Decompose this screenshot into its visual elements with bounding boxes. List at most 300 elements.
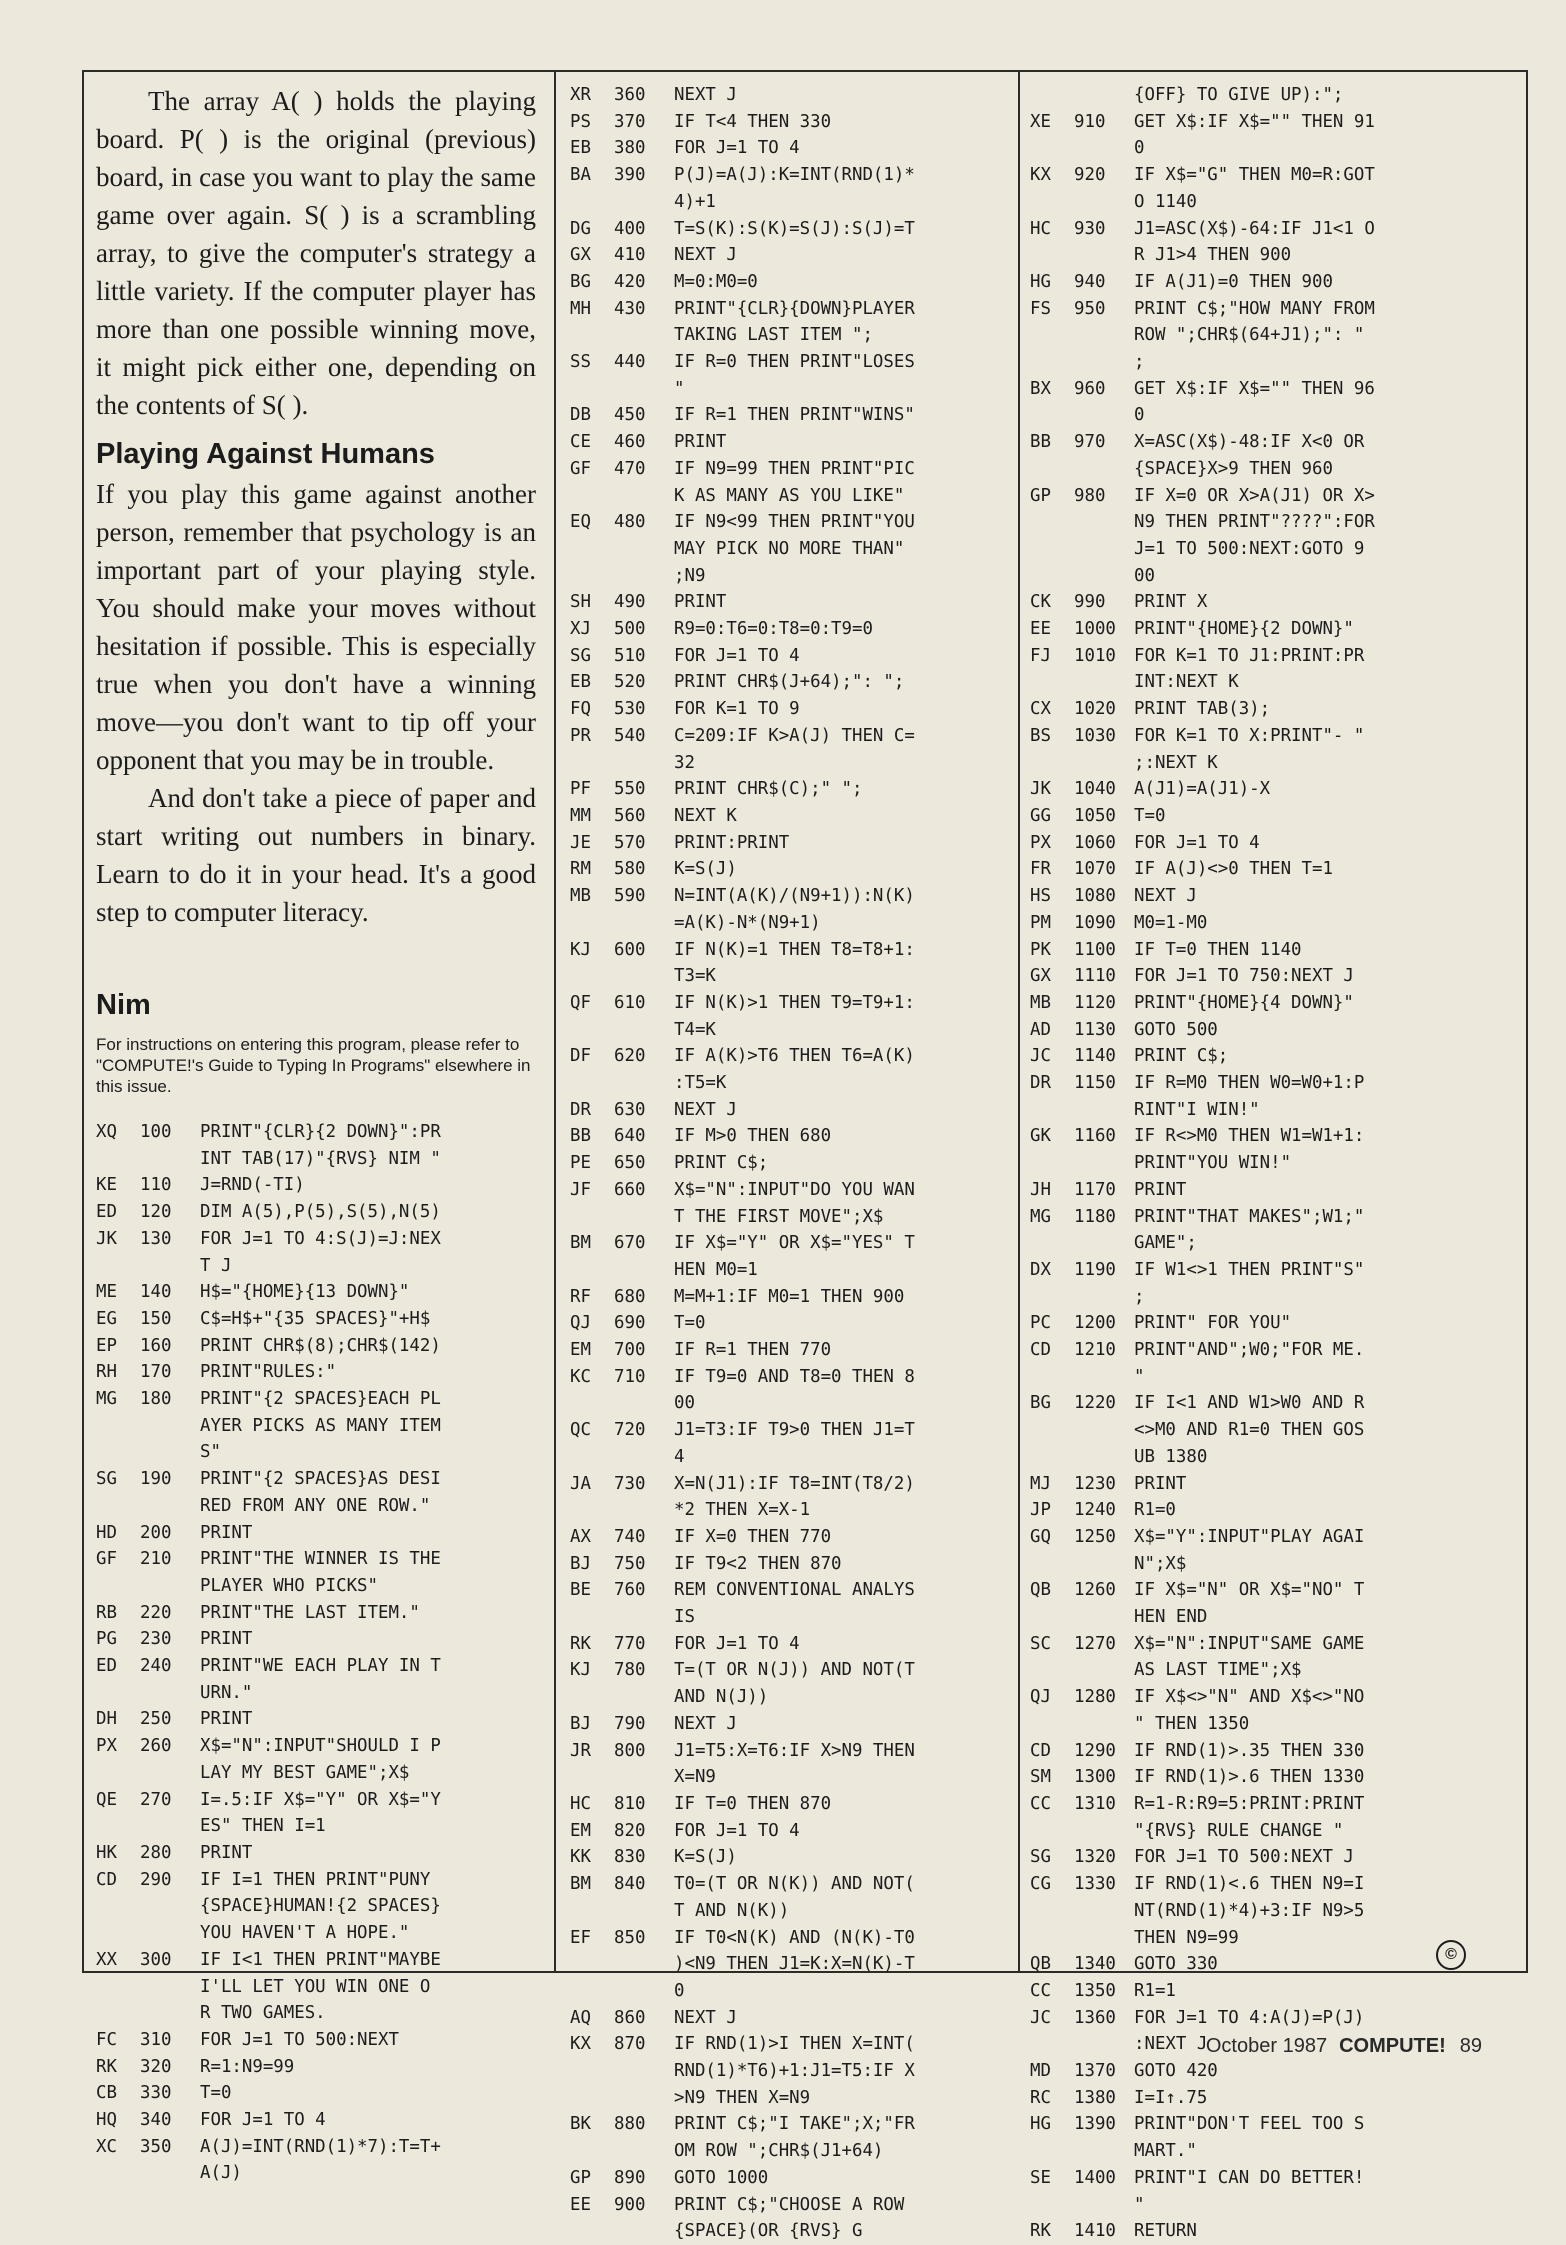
checksum: FQ	[570, 699, 591, 720]
checksum: KJ	[570, 1660, 591, 1681]
code-text: PRINT"WE EACH PLAY IN T	[200, 1656, 441, 1677]
code-text: URN."	[200, 1682, 253, 1703]
code-line	[570, 1417, 1010, 1444]
line-number: 130	[140, 1228, 172, 1249]
code-line	[570, 1177, 1010, 1204]
code-line	[1030, 1257, 1500, 1284]
line-number: 920	[1074, 165, 1106, 186]
code-text: PRINT X	[1134, 592, 1208, 613]
checksum: BM	[570, 1874, 591, 1895]
line-number: 520	[614, 672, 646, 693]
line-number: 260	[140, 1736, 172, 1757]
code-line-continuation	[96, 1493, 536, 1520]
code-text: 00	[674, 1393, 695, 1414]
line-number: 1270	[1074, 1633, 1116, 1654]
code-text: NEXT J	[674, 1713, 737, 1734]
code-text: GOTO 420	[1134, 2061, 1218, 2082]
code-text: IF RND(1)>.6 THEN 1330	[1134, 1767, 1365, 1788]
code-line	[570, 1818, 1010, 1845]
code-line-continuation	[1030, 1551, 1500, 1578]
line-number: 1230	[1074, 1473, 1116, 1494]
code-line	[570, 1284, 1010, 1311]
checksum: EE	[570, 2194, 591, 2215]
line-number: 330	[140, 2083, 172, 2104]
code-line-continuation	[96, 1893, 536, 1920]
code-line-continuation	[96, 1680, 536, 1707]
code-line-continuation	[1030, 1417, 1500, 1444]
line-number: 540	[614, 725, 646, 746]
line-number: 850	[614, 1927, 646, 1948]
line-number: 810	[614, 1794, 646, 1814]
line-number: 1060	[1074, 832, 1116, 853]
line-number: 1310	[1074, 1794, 1116, 1814]
code-text: PRINT CHR$(8);CHR$(142)	[200, 1335, 441, 1356]
code-text: PRINT"THE LAST ITEM."	[200, 1602, 420, 1623]
code-text: PRINT	[674, 432, 727, 453]
checksum: AQ	[570, 2007, 591, 2028]
checksum: KC	[570, 1366, 591, 1387]
code-line	[96, 1653, 536, 1680]
code-line	[1030, 696, 1500, 723]
code-line	[1030, 1497, 1500, 1524]
code-line	[1030, 1204, 1500, 1231]
checksum: JK	[1030, 779, 1051, 800]
code-line-continuation	[570, 1204, 1010, 1231]
code-text: AND N(J))	[674, 1687, 769, 1708]
code-text: C$=H$+"{35 SPACES}"+H$	[200, 1308, 431, 1329]
code-line-continuation	[1030, 669, 1500, 696]
code-line	[570, 616, 1010, 643]
line-number: 1280	[1074, 1687, 1116, 1708]
code-line	[96, 1600, 536, 1627]
code-text: PRINT	[200, 1842, 253, 1863]
code-line	[570, 2165, 1010, 2192]
code-line-continuation	[570, 1017, 1010, 1044]
code-line	[570, 1043, 1010, 1070]
code-text: FOR J=1 TO 750:NEXT J	[1134, 966, 1354, 987]
checksum: SE	[1030, 2167, 1051, 2188]
code-line	[570, 937, 1010, 964]
code-line-continuation	[96, 1920, 536, 1947]
code-line-continuation	[1030, 750, 1500, 777]
code-text: MAY PICK NO MORE THAN"	[674, 538, 905, 559]
code-line	[1030, 963, 1500, 990]
code-text: PRINT"{HOME}{2 DOWN}"	[1134, 619, 1354, 640]
line-number: 910	[1074, 111, 1106, 132]
code-text: IF W1<>1 THEN PRINT"S"	[1134, 1259, 1365, 1280]
code-line	[1030, 990, 1500, 1017]
line-number: 480	[614, 512, 646, 533]
checksum: HG	[1030, 271, 1051, 292]
line-number: 360	[614, 85, 646, 105]
code-text: C=209:IF K>A(J) THEN C=	[674, 725, 915, 746]
code-line	[1030, 1070, 1500, 1097]
checksum: MD	[1030, 2061, 1051, 2082]
checksum: BB	[1030, 432, 1051, 453]
checksum: SH	[570, 592, 591, 613]
code-text: *2 THEN X=X-1	[674, 1500, 811, 1521]
code-line-continuation	[1030, 402, 1500, 429]
line-number: 940	[1074, 271, 1106, 292]
code-text: GOTO 330	[1134, 1954, 1218, 1975]
line-number: 510	[614, 645, 646, 666]
code-line	[1030, 1471, 1500, 1498]
code-line	[570, 1337, 1010, 1364]
program-title: Nim	[96, 989, 151, 1021]
code-text: 32	[674, 752, 695, 773]
code-line	[96, 2080, 536, 2107]
checksum: AX	[570, 1526, 591, 1547]
code-text: FOR J=1 TO 500:NEXT J	[1134, 1847, 1354, 1868]
checksum: PC	[1030, 1313, 1051, 1334]
code-text: PRINT C$;	[674, 1153, 769, 1174]
code-text: X$="N":INPUT"SAME GAME	[1134, 1633, 1365, 1654]
line-number: 760	[614, 1580, 646, 1601]
checksum: DG	[570, 218, 591, 239]
line-number: 470	[614, 458, 646, 479]
code-text: FOR J=1 TO 4	[674, 645, 800, 666]
line-number: 550	[614, 779, 646, 800]
code-text: {OFF} TO GIVE UP):";	[1134, 85, 1344, 105]
checksum: XX	[96, 1949, 117, 1970]
code-line-continuation	[570, 1070, 1010, 1097]
checksum: CG	[1030, 1874, 1051, 1895]
checksum: GP	[570, 2167, 591, 2188]
checksum: SG	[96, 1469, 117, 1490]
line-number: 640	[614, 1126, 646, 1147]
code-text: FOR J=1 TO 4	[674, 138, 800, 159]
code-text: FOR J=1 TO 4	[674, 1633, 800, 1654]
line-number: 980	[1074, 485, 1106, 506]
line-number: 1160	[1074, 1126, 1116, 1147]
checksum: BJ	[570, 1553, 591, 1574]
code-text: PRINT:PRINT	[674, 832, 790, 853]
code-text: PRINT"THAT MAKES";W1;"	[1134, 1206, 1365, 1227]
code-text: PRINT"I CAN DO BETTER!	[1134, 2167, 1365, 2188]
checksum: SG	[570, 645, 591, 666]
checksum: CK	[1030, 592, 1051, 613]
code-text: 0	[1134, 405, 1145, 426]
code-line	[96, 1199, 536, 1226]
code-text: IF X$="Y" OR X$="YES" T	[674, 1233, 915, 1254]
line-number: 100	[140, 1122, 172, 1142]
code-line-continuation	[1030, 1711, 1500, 1738]
code-text: K=S(J)	[674, 859, 737, 880]
checksum: KJ	[570, 939, 591, 960]
magazine-name: COMPUTE!	[1339, 2035, 1446, 2057]
line-number: 280	[140, 1842, 172, 1863]
paragraph: If you play this game against another person, remember that psychology is an important part of your playing style. You should make your moves without hesitation if possible. This is especially true when you don't have a winning move—you don't want to tip off your opponent that you may be in trouble.	[96, 479, 536, 775]
code-line	[96, 1706, 536, 1733]
code-line-continuation	[1030, 1230, 1500, 1257]
line-number: 560	[614, 805, 646, 826]
checksum: FS	[1030, 298, 1051, 319]
line-number: 620	[614, 1046, 646, 1067]
code-text: IF N9<99 THEN PRINT"YOU	[674, 512, 915, 533]
column-divider	[554, 70, 556, 1973]
line-number: 1300	[1074, 1767, 1116, 1788]
code-text: FOR J=1 TO 4:S(J)=J:NEX	[200, 1228, 441, 1249]
column-divider	[1018, 70, 1020, 1973]
checksum: BG	[570, 271, 591, 292]
code-line-continuation	[96, 2000, 536, 2027]
checksum: RK	[570, 1633, 591, 1654]
code-text: FOR K=1 TO 9	[674, 699, 800, 720]
checksum: XJ	[570, 619, 591, 640]
checksum: PG	[96, 1629, 117, 1650]
code-text: IF T<4 THEN 330	[674, 111, 832, 132]
code-text: <>M0 AND R1=0 THEN GOS	[1134, 1420, 1365, 1441]
code-text: K AS MANY AS YOU LIKE"	[674, 485, 905, 506]
code-line-continuation	[96, 1760, 536, 1787]
code-line	[96, 1119, 536, 1146]
code-text: IF N9=99 THEN PRINT"PIC	[674, 458, 915, 479]
code-text: T THE FIRST MOVE";X$	[674, 1206, 884, 1227]
code-line	[1030, 296, 1500, 323]
code-text: PLAYER WHO PICKS"	[200, 1575, 378, 1596]
line-number: 1390	[1074, 2114, 1116, 2135]
checksum: EB	[570, 672, 591, 693]
code-line	[1030, 803, 1500, 830]
code-line	[570, 1631, 1010, 1658]
code-line-continuation	[570, 2138, 1010, 2165]
code-text: "	[1134, 1366, 1145, 1387]
code-line-continuation	[96, 1413, 536, 1440]
code-line-continuation	[570, 1684, 1010, 1711]
checksum: CC	[1030, 1980, 1051, 2001]
checksum: EF	[570, 1927, 591, 1948]
code-text: 0	[674, 1980, 685, 2001]
code-text: PRINT" FOR YOU"	[1134, 1313, 1292, 1334]
column-1	[96, 82, 536, 2187]
code-line	[96, 1546, 536, 1573]
code-line	[1030, 269, 1500, 296]
line-number: 1370	[1074, 2061, 1116, 2082]
code-text: IF T=0 THEN 1140	[1134, 939, 1302, 960]
code-text: N=INT(A(K)/(N9+1)):N(K)	[674, 886, 915, 907]
checksum: HK	[96, 1842, 117, 1863]
page-footer	[1206, 2035, 1482, 2058]
line-number: 1170	[1074, 1179, 1116, 1200]
line-number: 1030	[1074, 725, 1116, 746]
checksum: EQ	[570, 512, 591, 533]
checksum: SC	[1030, 1633, 1051, 1654]
code-line-continuation	[570, 1257, 1010, 1284]
code-text: IF A(K)>T6 THEN T6=A(K)	[674, 1046, 915, 1067]
code-line	[1030, 429, 1500, 456]
code-text: )<N9 THEN J1=K:X=N(K)-T	[674, 1954, 915, 1975]
code-text: ;	[1134, 1286, 1145, 1307]
code-line	[1030, 1524, 1500, 1551]
code-text: "	[674, 378, 685, 399]
line-number: 400	[614, 218, 646, 239]
code-line-continuation	[570, 750, 1010, 777]
code-text: 4)+1	[674, 191, 716, 212]
line-number: 390	[614, 165, 646, 186]
code-line	[1030, 937, 1500, 964]
code-line	[1030, 2218, 1500, 2245]
code-text: FOR J=1 TO 500:NEXT	[200, 2029, 399, 2050]
code-line	[570, 723, 1010, 750]
code-text: NEXT J	[674, 1099, 737, 1120]
code-text: FOR J=1 TO 4:A(J)=P(J)	[1134, 2007, 1365, 2028]
code-text: ROW ";CHR$(64+J1);": "	[1134, 325, 1365, 346]
code-line	[1030, 723, 1500, 750]
code-line	[1030, 1791, 1500, 1818]
checksum: JH	[1030, 1179, 1051, 1200]
intro-paragraph: The array A( ) holds the playing board. P( ) is the original (previous) board, in case you want to play the same game over again. S( ) is a scrambling array, to give the computer's strategy a little variety. If the computer player has more than one possible winning move, it might pick either one, depending on the contents of S( ).	[96, 86, 536, 420]
code-text: ;N9	[674, 565, 706, 586]
line-number: 1380	[1074, 2087, 1116, 2108]
code-line-continuation	[570, 189, 1010, 216]
code-line	[570, 643, 1010, 670]
code-line	[1030, 643, 1500, 670]
code-line	[1030, 216, 1500, 243]
code-text: PRINT	[200, 1709, 253, 1730]
code-line	[570, 830, 1010, 857]
code-text: IF A(J)<>0 THEN T=1	[1134, 859, 1333, 880]
code-line	[1030, 1951, 1500, 1978]
checksum: ED	[96, 1202, 117, 1223]
code-line	[1030, 2111, 1500, 2138]
checksum: FJ	[1030, 645, 1051, 666]
code-text: PRINT"{2 SPACES}EACH PL	[200, 1389, 441, 1410]
code-text: IF I=1 THEN PRINT"PUNY	[200, 1869, 431, 1890]
code-line	[570, 1844, 1010, 1871]
checksum: BG	[1030, 1393, 1051, 1414]
code-text: PRINT"{CLR}{DOWN}PLAYER	[674, 298, 915, 319]
code-text: A(J)	[200, 2163, 242, 2184]
line-number: 680	[614, 1286, 646, 1307]
code-line	[570, 1657, 1010, 1684]
code-text: IF X$="N" OR X$="NO" T	[1134, 1580, 1365, 1601]
line-number: 1100	[1074, 939, 1116, 960]
code-text: PRINT	[200, 1522, 253, 1543]
code-line	[570, 1577, 1010, 1604]
code-line-continuation	[96, 1253, 536, 1280]
line-number: 460	[614, 432, 646, 453]
end-mark-icon: ©	[1436, 1940, 1466, 1970]
checksum: JA	[570, 1473, 591, 1494]
line-number: 1210	[1074, 1340, 1116, 1361]
issue-date: October 1987	[1205, 2035, 1328, 2057]
code-text: T0=(T OR N(K)) AND NOT(	[674, 1874, 915, 1895]
code-line	[1030, 1871, 1500, 1898]
line-number: 1070	[1074, 859, 1116, 880]
checksum: HC	[1030, 218, 1051, 239]
line-number: 350	[140, 2136, 172, 2157]
code-text: H$="{HOME}{13 DOWN}"	[200, 1282, 410, 1303]
line-number: 300	[140, 1949, 172, 1970]
code-line-continuation	[1030, 1657, 1500, 1684]
code-text: X$="Y":INPUT"PLAY AGAI	[1134, 1526, 1365, 1547]
checksum: HQ	[96, 2110, 117, 2131]
code-line-continuation	[1030, 1284, 1500, 1311]
code-line-continuation	[96, 2160, 536, 2187]
code-text: IF A(J1)=0 THEN 900	[1134, 271, 1333, 292]
code-text: PRINT"THE WINNER IS THE	[200, 1549, 441, 1570]
code-text: PRINT"DON'T FEEL TOO S	[1134, 2114, 1365, 2135]
line-number: 310	[140, 2029, 172, 2050]
code-text: T=0	[200, 2083, 232, 2104]
code-line	[96, 1520, 536, 1547]
line-number: 420	[614, 271, 646, 292]
checksum: MB	[570, 886, 591, 907]
code-line	[96, 2054, 536, 2081]
code-text: IF R=1 THEN PRINT"WINS"	[674, 405, 915, 426]
code-line	[96, 1840, 536, 1867]
line-number: 160	[140, 1335, 172, 1356]
code-text: GAME";	[1134, 1233, 1197, 1254]
code-line	[570, 135, 1010, 162]
code-line-continuation	[570, 563, 1010, 590]
code-line-continuation	[1030, 242, 1500, 269]
checksum: QB	[1030, 1954, 1051, 1975]
code-line-continuation	[96, 1439, 536, 1466]
code-text: 00	[1134, 565, 1155, 586]
program-listing	[96, 1119, 536, 2187]
code-line	[1030, 910, 1500, 937]
checksum: PE	[570, 1153, 591, 1174]
line-number: 1260	[1074, 1580, 1116, 1601]
code-text: IF T0<N(K) AND (N(K)-T0	[674, 1927, 915, 1948]
line-number: 1090	[1074, 912, 1116, 933]
code-line	[570, 1097, 1010, 1124]
checksum: CX	[1030, 699, 1051, 720]
code-line	[570, 803, 1010, 830]
code-line-continuation	[570, 1764, 1010, 1791]
code-text: N9 THEN PRINT"????":FOR	[1134, 512, 1375, 533]
code-text: I'LL LET YOU WIN ONE O	[200, 1976, 431, 1997]
line-number: 1340	[1074, 1954, 1116, 1975]
code-line	[96, 2027, 536, 2054]
code-text: {SPACE}HUMAN!{2 SPACES}	[200, 1896, 441, 1917]
checksum: RK	[1030, 2221, 1051, 2242]
line-number: 900	[614, 2194, 646, 2215]
checksum: EG	[96, 1308, 117, 1329]
code-text: FOR K=1 TO X:PRINT"- "	[1134, 725, 1365, 746]
code-line	[96, 1466, 536, 1493]
code-text: THEN N9=99	[1134, 1927, 1239, 1948]
code-line	[570, 1551, 1010, 1578]
code-line	[570, 456, 1010, 483]
checksum: DH	[96, 1709, 117, 1730]
checksum: MH	[570, 298, 591, 319]
checksum: KK	[570, 1847, 591, 1868]
code-line	[570, 1471, 1010, 1498]
code-line-continuation	[570, 1951, 1010, 1978]
code-line	[96, 1947, 536, 1974]
code-text: IF X$="G" THEN M0=R:GOT	[1134, 165, 1375, 186]
code-line-continuation	[570, 1604, 1010, 1631]
checksum: RH	[96, 1362, 117, 1383]
checksum: AD	[1030, 1019, 1051, 1040]
checksum: MG	[96, 1389, 117, 1410]
line-number: 880	[614, 2114, 646, 2135]
code-text: {SPACE}X>9 THEN 960	[1134, 458, 1333, 479]
code-line-continuation	[1030, 1364, 1500, 1391]
code-line	[1030, 2005, 1500, 2032]
code-text: UB 1380	[1134, 1446, 1208, 1467]
code-line	[570, 509, 1010, 536]
line-number: 1020	[1074, 699, 1116, 720]
checksum: CE	[570, 432, 591, 453]
code-line-continuation	[570, 1497, 1010, 1524]
checksum: JE	[570, 832, 591, 853]
code-line-continuation	[1030, 82, 1500, 109]
code-line-continuation	[570, 483, 1010, 510]
line-number: 380	[614, 138, 646, 159]
